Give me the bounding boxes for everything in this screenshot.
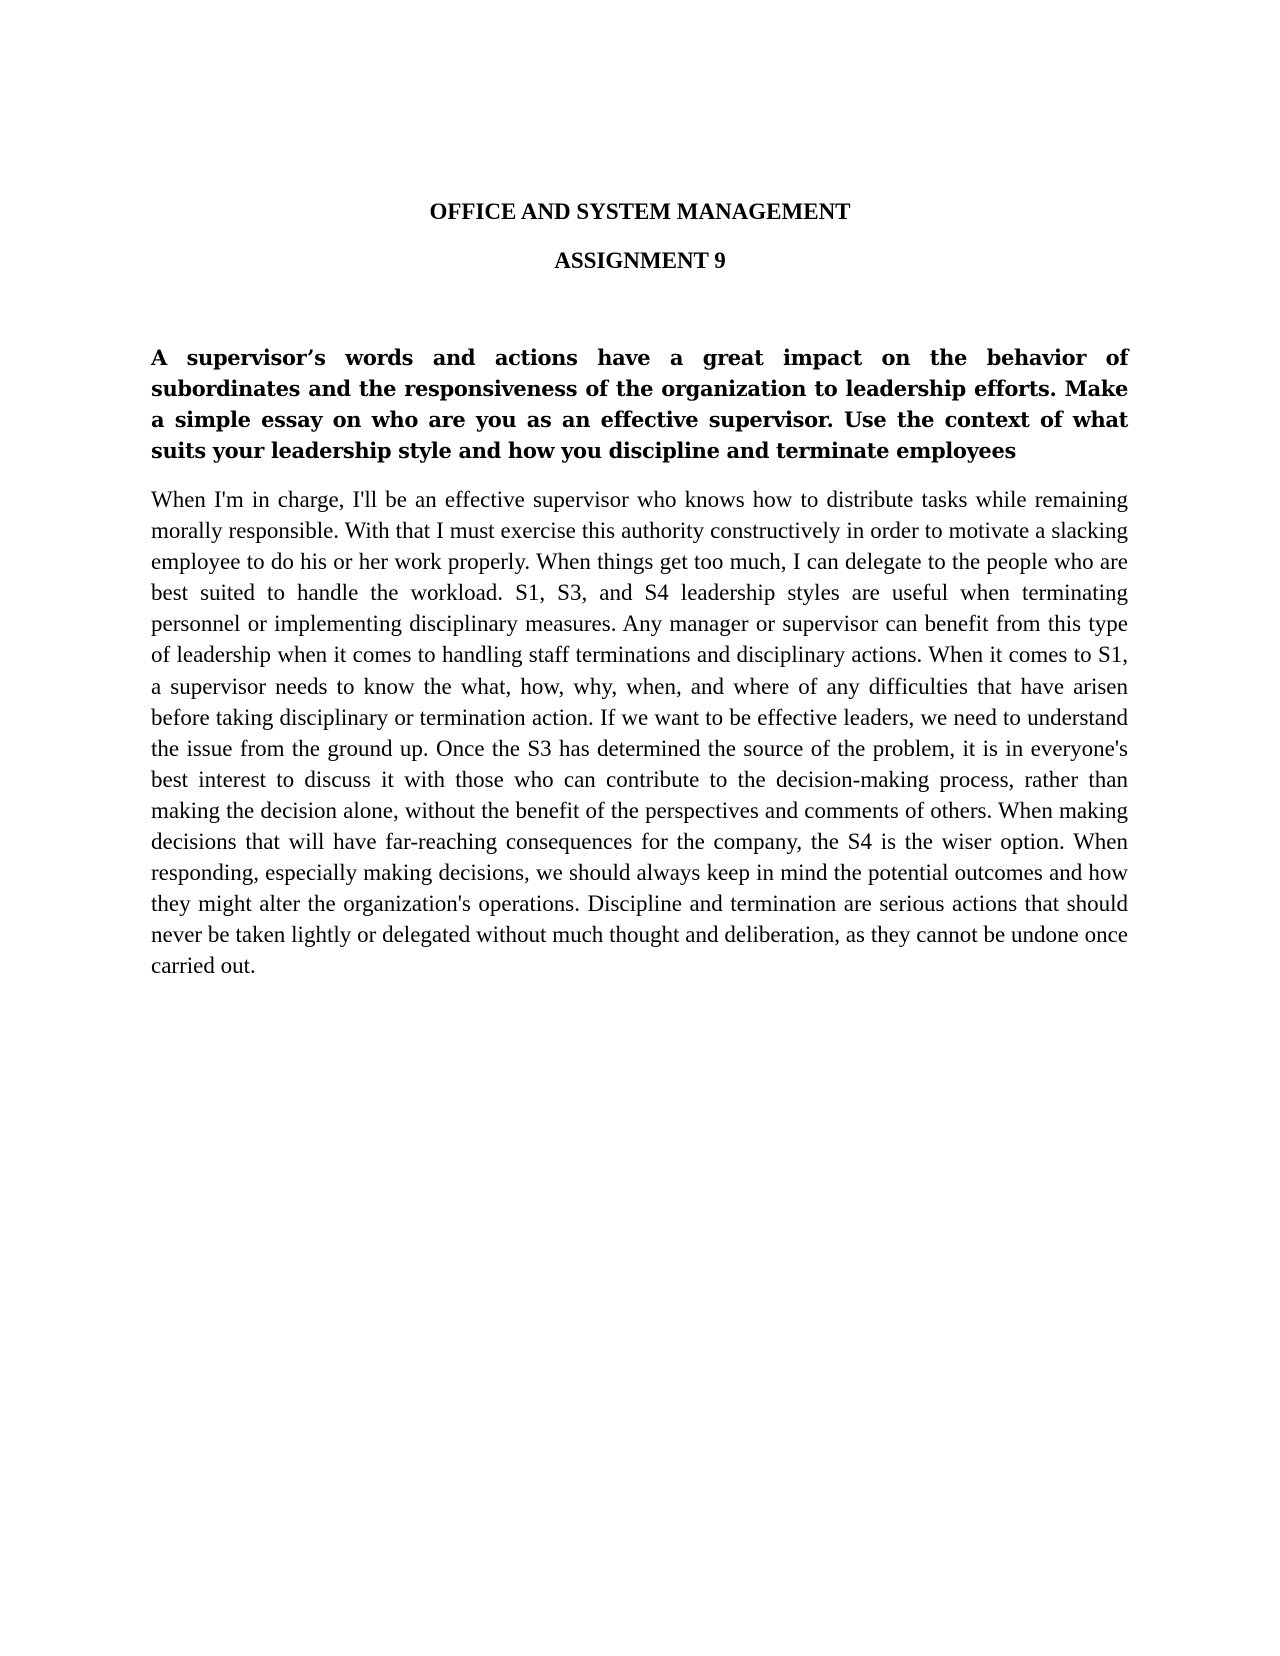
assignment-number: ASSIGNMENT 9 <box>554 248 726 273</box>
essay-paragraph: When I'm in charge, I'll be an effective supervisor who knows how to distribute tasks while remaining morally responsible. With that I must exercise this authority constructively in order to motivate a slacking employee to do his or her work properly. When things get too much, I can delegate to the people who are best suited to handle the workload. S1, S3, and S4 leadership styles are useful when terminating personnel or implementing disciplinary measures. Any manager or supervisor can benefit from this type of leadership when it comes to handling staff terminations and disciplinary actions. When it comes to S1, a supervisor needs to know the what, how, why, when, and where of any difficulties that have arisen before taking disciplinary or termination action. If we want to be effective leaders, we need to understand the issue from the ground up. Once the S3 has determined the source of the problem, it is in everyone's best interest to discuss it with those who can contribute to the decision-making process, rather than making the decision alone, without the benefit of the perspectives and comments of others. When making decisions that will have far-reaching consequences for the company, the S4 is the wiser option. When responding, especially making decisions, we should always keep in mind the potential outcomes and how they might alter the organization's operations. Discipline and termination are serious actions that should never be taken lightly or delegated without much thought and deliberation, as they cannot be undone once carried out. <box>151 487 1128 979</box>
assignment-prompt: A supervisor’s words and actions have a great impact on the behavior of subordinates and the responsiveness of the organization to leadership efforts. Make a simple essay on who are you as an effective supervisor. Use the context of what suits your leadership style and how you discipline and terminate employees <box>151 345 1128 463</box>
document-title: OFFICE AND SYSTEM MANAGEMENT <box>429 199 851 224</box>
